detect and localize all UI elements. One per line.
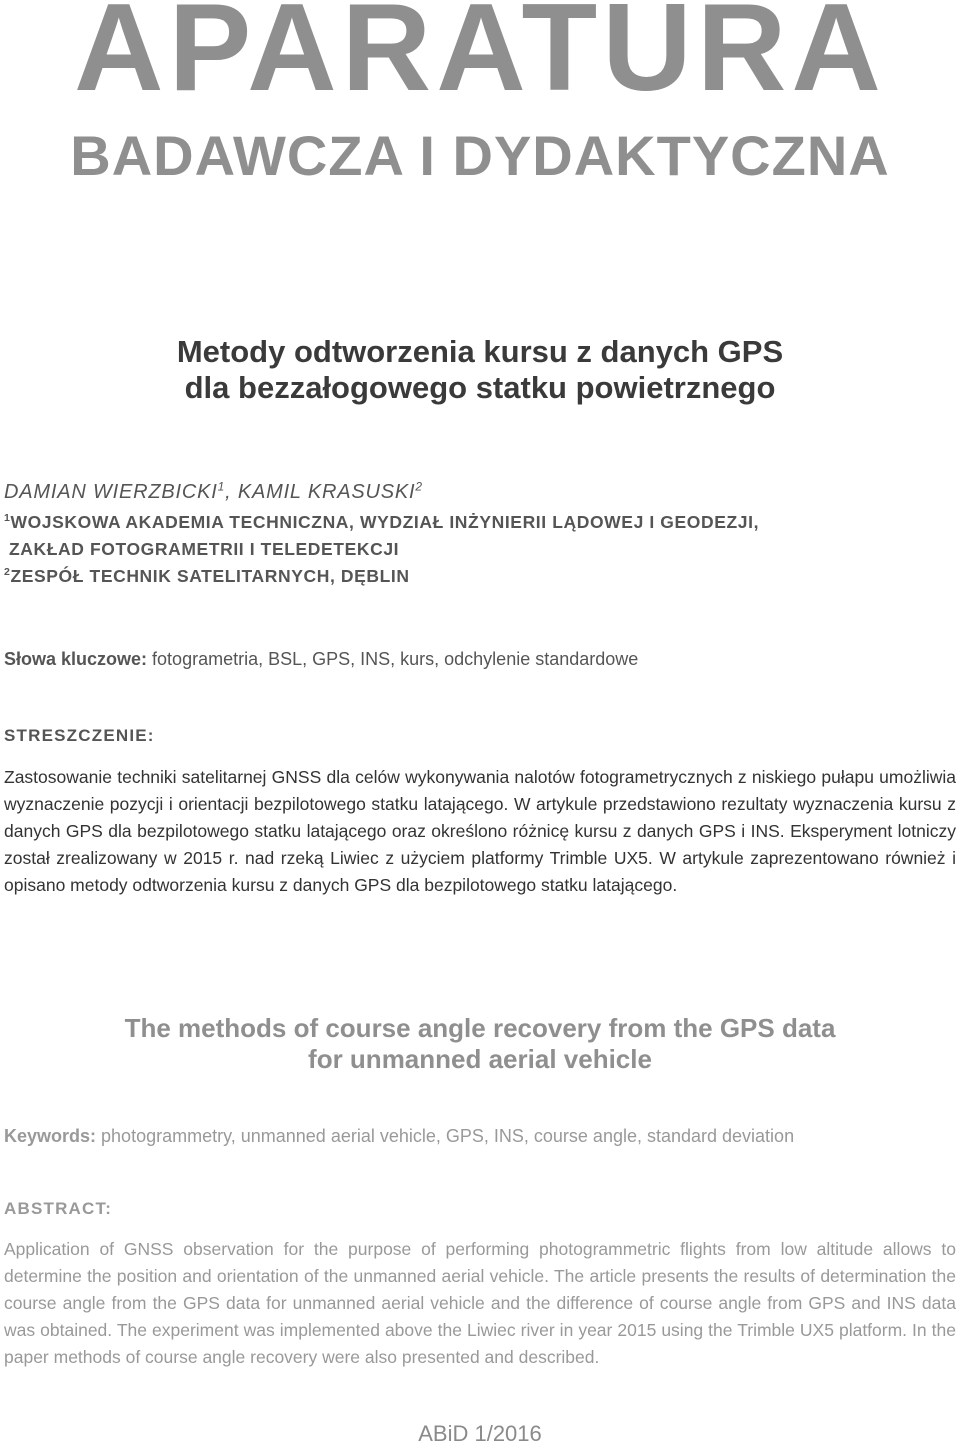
author-name: KAMIL KRASUSKI — [237, 481, 416, 503]
author-affiliation-mark: 2 — [415, 479, 423, 494]
keywords-pl — [4, 647, 638, 671]
affiliation-mark: 2 — [4, 566, 11, 579]
keywords-pl-text: fotogrametria, BSL, GPS, INS, kurs, odchylenie standardowe — [147, 649, 639, 669]
keywords-en-text: photogrammetry, unmanned aerial vehicle, GPS, INS, course angle, standard deviation — [96, 1126, 795, 1146]
keywords-en-label: Keywords: — [4, 1126, 97, 1146]
affiliation-text: ZESPÓŁ TECHNIK SATELITARNYCH, DĘBLIN — [10, 566, 410, 586]
abstract-pl-text: Zastosowanie techniki satelitarnej GNSS dla celów wykonywania nalotów fotogrametrycznych z niskiego pułapu umożliwia wyznaczenie pozycji i orientacji bezpilotowego statku latającego. W artykule przedstawiono rezultaty wyznaczenia kursu z danych GPS dla bezpilotowego statku latającego oraz określono różnicę kursu z danych GPS i INS. Eksperyment lotniczy został zrealizowany w 2015 r. nad rzeką Liwiec z użyciem platformy Trimble UX5. W artykule zaprezentowano również i opisano metody odtworzenia kursu z danych GPS dla bezpilotowego statku latającego. — [4, 767, 956, 895]
article-title-pl-line1: Metody odtworzenia kursu z danych GPS — [176, 334, 784, 369]
article-title-pl — [0, 334, 960, 406]
affiliation-mark: 1 — [4, 512, 11, 525]
issue-footer: ABiD 1/2016 — [418, 1421, 542, 1446]
article-title-en-line1: The methods of course angle recovery from the GPS data — [124, 1013, 836, 1043]
author-affiliation-mark: 1 — [217, 479, 226, 494]
author-list — [4, 480, 423, 504]
affiliation-1-line2: ZAKŁAD FOTOGRAMETRII I TELEDETEKCJI — [9, 539, 400, 559]
abstract-en-heading: ABSTRACT: — [4, 1199, 113, 1218]
journal-title: APARATURA — [74, 0, 886, 117]
abstract-pl-heading: STRESZCZENIE: — [4, 726, 155, 745]
keywords-en — [4, 1124, 794, 1148]
keywords-pl-label: Słowa kluczowe: — [4, 649, 148, 669]
author-separator: , — [225, 481, 238, 503]
affiliation-2 — [4, 564, 410, 588]
article-title-pl-line2: dla bezzałogowego statku powietrznego — [184, 370, 776, 405]
affiliation-text: WOJSKOWA AKADEMIA TECHNICZNA, WYDZIAŁ INŻYNIERII LĄDOWEJ I GEODEZJI, — [10, 512, 760, 532]
affiliation-1-line1 — [4, 510, 759, 534]
article-title-en-line2: for unmanned aerial vehicle — [308, 1044, 652, 1074]
journal-subtitle: BADAWCZA I DYDAKTYCZNA — [70, 124, 890, 187]
article-title-en — [0, 1013, 960, 1075]
abstract-en-text: Application of GNSS observation for the purpose of performing photogrammetric flights from low altitude allows to determine the position and orientation of the unmanned aerial vehicle. The article presents the results of determination the course angle from the GPS data for unmanned aerial vehicle and the difference of course angle from GPS and INS data was obtained. The experiment was implemented above the Liwiec river in year 2015 using the Trimble UX5 platform. In the paper methods of course angle recovery were also presented and described. — [4, 1239, 956, 1367]
author-name: DAMIAN WIERZBICKI — [4, 481, 218, 503]
